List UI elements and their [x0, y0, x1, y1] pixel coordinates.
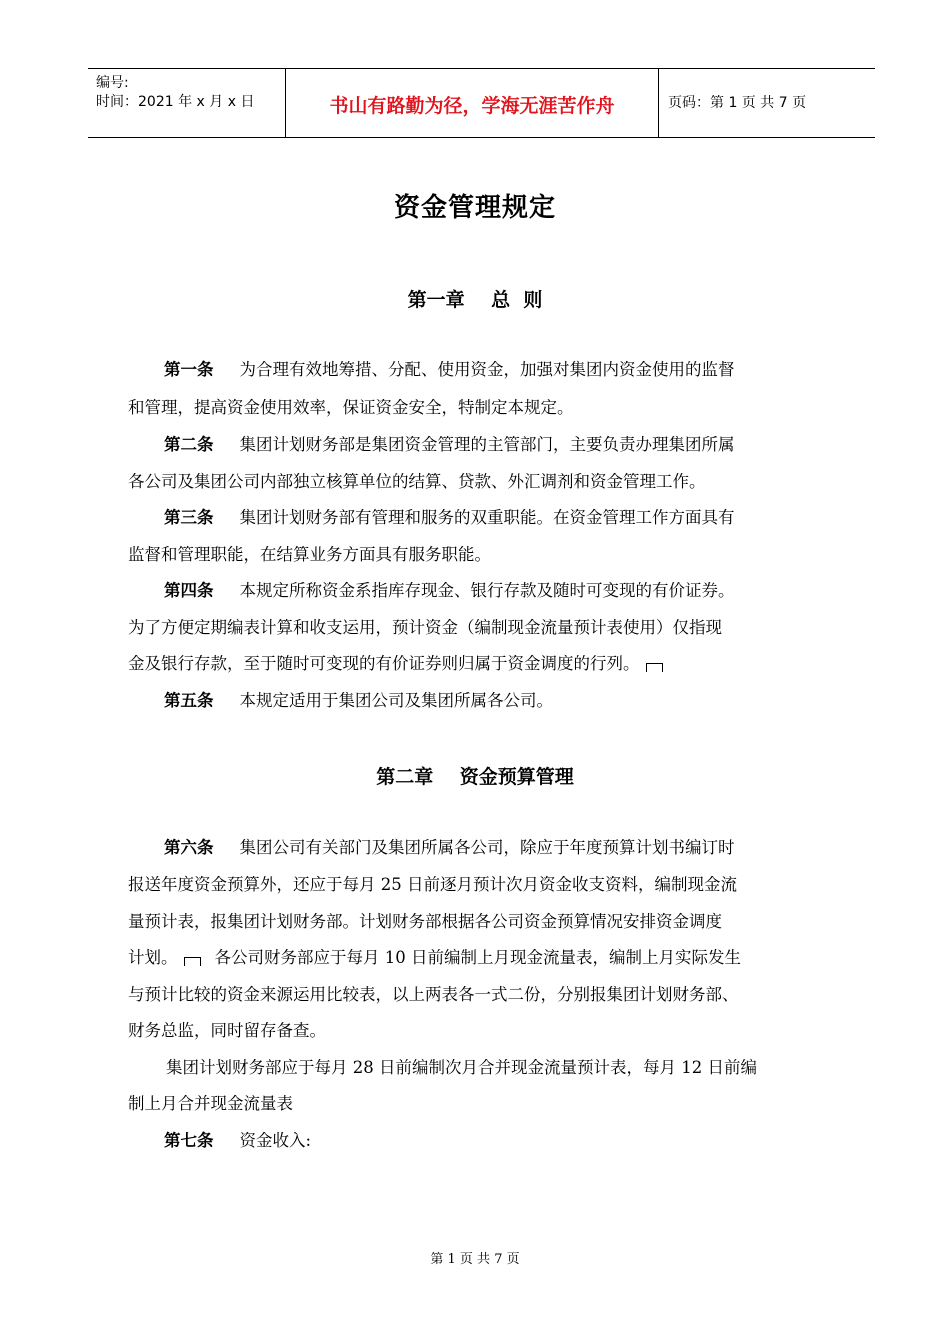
article-2-line-1: [128, 433, 735, 457]
article-text: 集团计划财务部是集团资金管理的主管部门，主要负责办理集团所属: [239, 435, 735, 454]
article-label: 第五条: [164, 691, 214, 710]
article-3-line-1: [128, 506, 735, 530]
article-3-line-2: 监督和管理职能，在结算业务方面具有服务职能。: [128, 545, 491, 564]
article-text: 为合理有效地筹措、分配、使用资金，加强对集团内资金使用的监督: [239, 360, 735, 379]
paragraph-line-2: 制上月合并现金流量表: [128, 1094, 293, 1113]
article-text: 集团计划财务部有管理和服务的双重职能。在资金管理工作方面具有: [239, 508, 735, 527]
edit-mark-icon: [646, 663, 663, 672]
article-6-line-4: [128, 946, 741, 970]
paragraph-line-1: 集团计划财务部应于每月 28 日前编制次月合并现金流量预计表，每月 12 日前编: [166, 1058, 757, 1077]
article-text: 本规定适用于集团公司及集团所属各公司。: [239, 691, 553, 710]
article-text: 计划。: [128, 948, 178, 967]
article-text: 金及银行存款，至于随时可变现的有价证券则归属于资金调度的行列。: [128, 654, 640, 673]
article-label: 第七条: [164, 1131, 214, 1150]
article-6-line-1: [128, 836, 735, 860]
article-text: 资金收入:: [239, 1131, 312, 1150]
chapter-2-heading: 第二章 资金预算管理: [376, 766, 574, 788]
article-5-line-1: [128, 689, 553, 713]
article-1-line-2: 和管理，提高资金使用效率，保证资金安全，特制定本规定。: [128, 398, 574, 417]
article-6-line-5: 与预计比较的资金来源运用比较表，以上两表各一式二份，分别报集团计划财务部、: [128, 985, 739, 1004]
chapter-1-heading: 第一章 总 则: [407, 289, 543, 311]
article-4-line-3: [128, 652, 669, 676]
page-footer: 第 1 页 共 7 页: [430, 1252, 520, 1267]
article-7-line-1: [128, 1129, 311, 1153]
article-text: 各公司财务部应于每月 10 日前编制上月现金流量表，编制上月实际发生: [214, 948, 741, 967]
number-label: 编号:: [96, 75, 129, 91]
article-1-line-1: [128, 358, 735, 382]
article-6-line-6: 财务总监，同时留存备查。: [128, 1021, 326, 1040]
article-4-line-2: 为了方便定期编表计算和收支运用，预计资金（编制现金流量预计表使用）仅指现: [128, 618, 722, 637]
page-label: 页码：第 1 页 共 7 页: [668, 95, 807, 111]
article-6-line-3: 量预计表，报集团计划财务部。计划财务部根据各公司资金预算情况安排资金调度: [128, 912, 722, 931]
article-label: 第一条: [164, 360, 214, 379]
time-label: 时间：2021 年 x 月 x 日: [96, 94, 255, 110]
document-title: 资金管理规定: [393, 193, 556, 223]
article-4-line-1: [128, 579, 735, 603]
header-motto-cell: [286, 69, 659, 137]
article-label: 第六条: [164, 838, 214, 857]
edit-mark-icon: [184, 957, 201, 966]
article-label: 第三条: [164, 508, 214, 527]
article-label: 第四条: [164, 581, 214, 600]
article-label: 第二条: [164, 435, 214, 454]
article-6-line-2: 报送年度资金预算外，还应于每月 25 日前逐月预计次月资金收支资料，编制现金流: [128, 875, 737, 894]
header-table: [88, 68, 875, 138]
article-text: 本规定所称资金系指库存现金、银行存款及随时可变现的有价证券。: [239, 581, 735, 600]
article-2-line-2: 各公司及集团公司内部独立核算单位的结算、贷款、外汇调剂和资金管理工作。: [128, 472, 706, 491]
article-text: 集团公司有关部门及集团所属各公司，除应于年度预算计划书编订时: [239, 838, 735, 857]
header-info-cell: [88, 69, 286, 137]
motto-text: 书山有路勤为径，学海无涯苦作舟: [329, 95, 615, 117]
